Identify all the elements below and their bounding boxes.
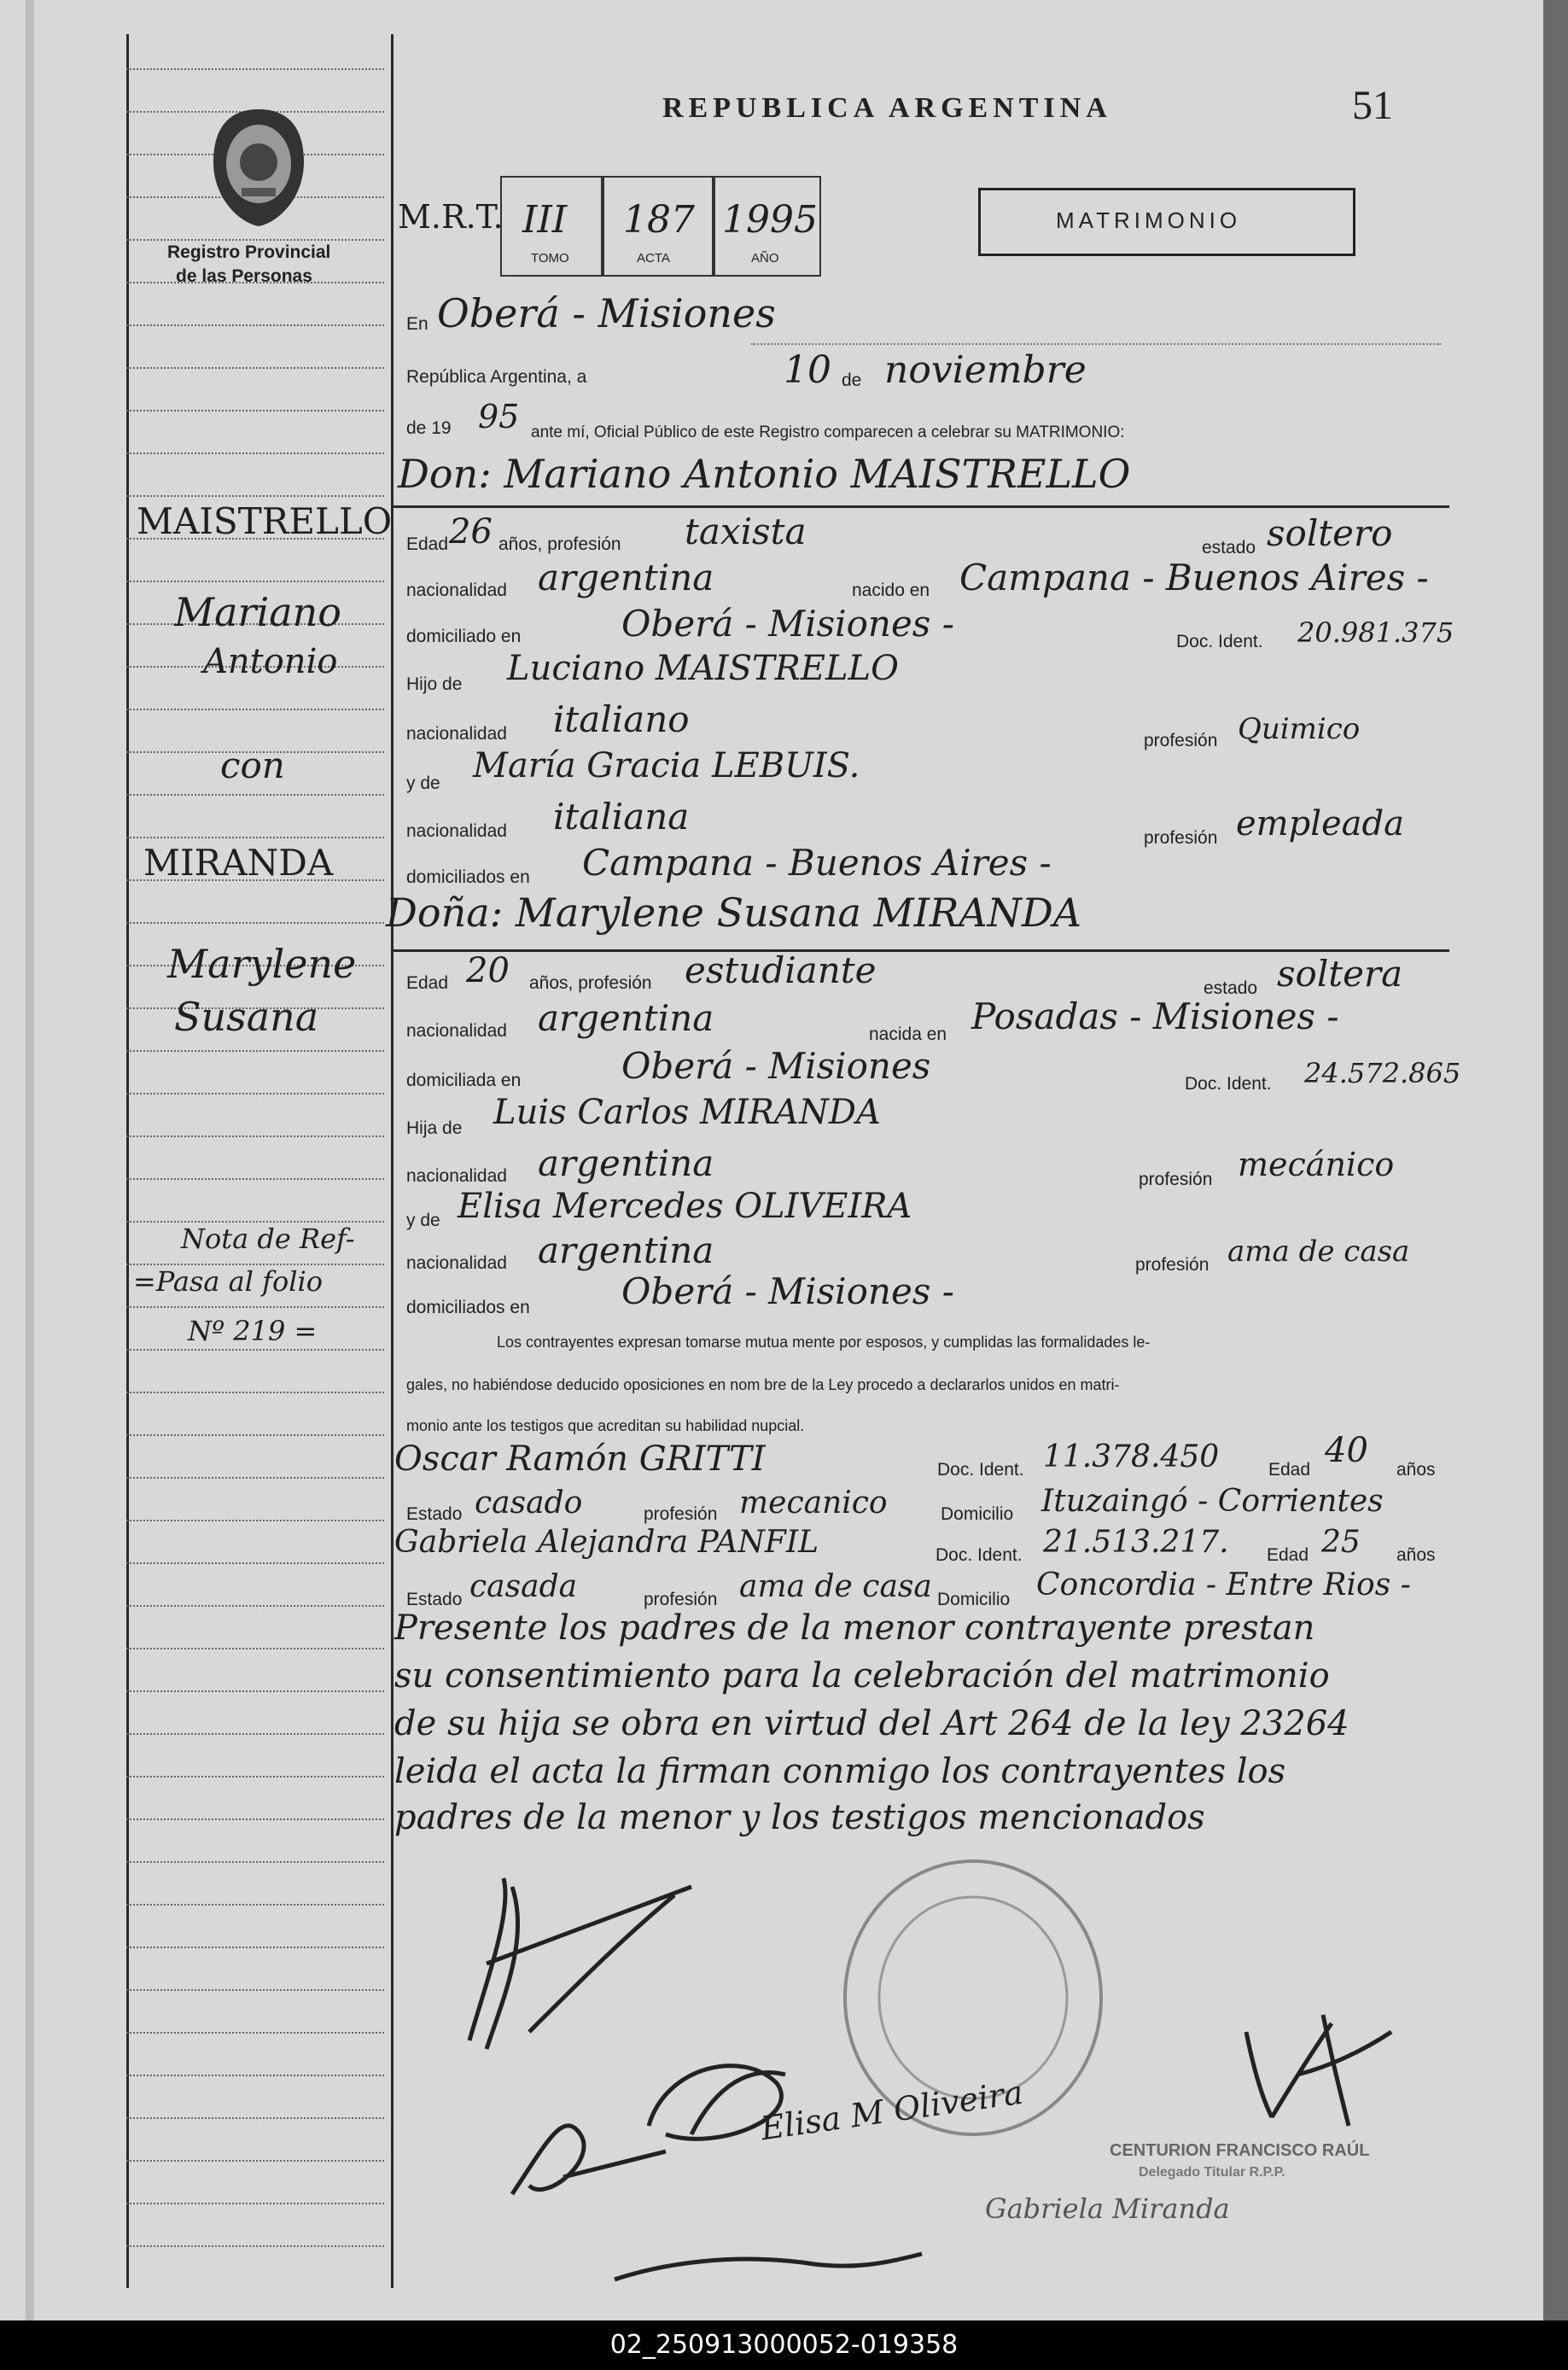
groom-mother: María Gracia LEBUIS. <box>473 746 860 785</box>
ruling-line <box>126 1477 384 1479</box>
margin-groom-name1: Mariano <box>174 589 341 635</box>
groom-yde-label: y de <box>406 773 440 793</box>
ruling-line <box>126 1648 384 1649</box>
closing-line2: gales, no habiéndose deducido oposiciones en nom bre de la Ley procedo a declararlos unidos en matri- <box>406 1376 1120 1393</box>
witness1-age: 40 <box>1325 1431 1368 1470</box>
coat-of-arms-icon <box>203 102 314 231</box>
margin-left-rule <box>126 34 129 2288</box>
bride-domicile: Oberá - Misiones <box>621 1045 931 1087</box>
groom-hijo-label: Hijo de <box>406 674 463 694</box>
witness2-profession: ama de casa <box>739 1569 932 1604</box>
ruling-line <box>126 1135 384 1137</box>
ruling-line <box>126 1904 384 1906</box>
ruling-line <box>126 1520 384 1521</box>
witness1-status: casado <box>475 1486 583 1521</box>
ano-label: AÑO <box>751 251 779 266</box>
witness2-doc: 21.513.217. <box>1043 1525 1229 1560</box>
margin-bride-name1: Marylene <box>167 941 357 987</box>
groom-profession: taxista <box>685 511 807 552</box>
witness2-name: Gabriela Alejandra PANFIL <box>394 1525 819 1560</box>
ruling-line <box>126 1306 384 1308</box>
groom-heading: Don: Mariano Antonio MAISTRELLO <box>398 451 1131 497</box>
bride-divider <box>391 949 1449 952</box>
ruling-line <box>126 2032 384 2034</box>
bride-anos-prof: años, profesión <box>529 973 652 993</box>
bride-doc: 24.572.865 <box>1304 1057 1461 1089</box>
mrt-label: M.R.T. <box>398 198 504 236</box>
closing-line3: monio ante los testigos que acreditan su habilidad nupcial. <box>406 1417 805 1434</box>
groom-status: soltero <box>1267 512 1393 554</box>
ruling-line <box>126 239 384 241</box>
ruling-line <box>126 1861 384 1863</box>
witness1-edad-label: Edad <box>1268 1460 1311 1480</box>
groom-father-prof-label: profesión <box>1144 731 1218 750</box>
ruling-line <box>126 1605 384 1607</box>
bride-birthplace: Posadas - Misiones - <box>971 995 1339 1037</box>
bride-age: 20 <box>466 951 510 990</box>
bride-mother-prof: ama de casa <box>1227 1235 1410 1269</box>
ruling-line <box>126 709 384 710</box>
page-spine <box>26 0 34 2320</box>
bride-estado-label: estado <box>1204 978 1258 998</box>
bride-nac-label: nacionalidad <box>406 1021 507 1041</box>
groom-doc: 20.981.375 <box>1297 616 1454 649</box>
bride-dom-label: domiciliada en <box>406 1071 522 1090</box>
closing-line1: Los contrayentes expresan tomarse mutua mente por esposos, y cumplidas las formalidades le- <box>497 1334 1151 1351</box>
margin-groom-surname: MAISTRELLO <box>137 500 393 542</box>
witness1-name: Oscar Ramón GRITTI <box>394 1439 766 1479</box>
witness1-doc: 11.378.450 <box>1043 1439 1220 1474</box>
ruling-line <box>126 324 384 326</box>
groom-divider <box>391 505 1449 508</box>
matrimonio-box <box>978 188 1355 256</box>
ruling-line <box>126 1392 384 1393</box>
bride-hija-label: Hija de <box>406 1118 463 1138</box>
ruling-line <box>126 68 384 70</box>
ruling-line <box>126 794 384 796</box>
groom-doms-label: domiciliados en <box>406 867 530 887</box>
acta-label: ACTA <box>637 251 670 266</box>
bride-doc-label: Doc. Ident. <box>1185 1074 1272 1094</box>
bride-mother-nat-label: nacionalidad <box>406 1253 507 1273</box>
ruling-line <box>126 1349 384 1351</box>
ruling-line <box>126 581 384 582</box>
ruling-line <box>126 1178 384 1180</box>
ruling-line <box>126 1989 384 1991</box>
witness1-doc-label: Doc. Ident. <box>937 1460 1024 1480</box>
ruling-line <box>126 2117 384 2119</box>
month: noviembre <box>884 348 1087 392</box>
ruling-line <box>126 1733 384 1735</box>
official-stamp-title: Delegado Titular R.P.P. <box>1139 2165 1285 2180</box>
year-prefix: de 19 <box>406 418 452 438</box>
ruling-line <box>126 1050 384 1052</box>
bride-mother-prof-label: profesión <box>1135 1255 1210 1275</box>
groom-nacido-label: nacido en <box>852 581 930 600</box>
extra-signature <box>597 2228 939 2297</box>
bride-heading: Doña: Marylene Susana MIRANDA <box>386 890 1081 936</box>
groom-age: 26 <box>449 512 493 552</box>
bride-edad-label: Edad <box>406 973 449 993</box>
note-line: Presente los padres de la menor contrayente prestan <box>394 1608 1315 1648</box>
margin-bride-surname: MIRANDA <box>143 842 334 884</box>
margin-note3: Nº 219 = <box>188 1315 318 1347</box>
registry-name-line1: Registro Provincial <box>167 242 331 262</box>
de-label: de <box>842 371 862 390</box>
bride-father-signature <box>495 2092 683 2220</box>
bride-parents-dom: Oberá - Misiones - <box>621 1270 954 1312</box>
witness1-dom-label: Domicilio <box>941 1504 1014 1524</box>
bride-yde-label: y de <box>406 1211 440 1230</box>
witness2-dom-label: Domicilio <box>937 1590 1011 1609</box>
groom-mother-prof: empleada <box>1236 804 1404 844</box>
acta-cell <box>601 176 715 277</box>
margin-groom-name2: Antonio <box>203 642 338 681</box>
ruling-line <box>126 2075 384 2076</box>
ruling-line <box>126 2160 384 2162</box>
groom-edad-label: Edad <box>406 534 449 554</box>
witness2-edad-label: Edad <box>1267 1545 1309 1565</box>
tomo-label: TOMO <box>531 251 569 266</box>
groom-mother-nat: italiana <box>553 796 690 838</box>
bride-signature: Gabriela Miranda <box>985 2192 1230 2225</box>
ruling-line <box>126 1093 384 1095</box>
ruling-line <box>126 452 384 454</box>
witness2-prof-label: profesión <box>644 1590 718 1609</box>
ano-cell <box>712 176 821 277</box>
witness1-profession: mecanico <box>739 1486 888 1521</box>
ruling-line <box>126 367 384 369</box>
margin-bride-name2: Susana <box>174 994 319 1040</box>
rule <box>751 343 1441 345</box>
bride-status: soltera <box>1277 953 1403 995</box>
groom-nationality: argentina <box>538 557 714 598</box>
ruling-line <box>126 410 384 412</box>
groom-mother-prof-label: profesión <box>1144 828 1218 848</box>
ruling-line <box>126 1434 384 1436</box>
bride-father: Luis Carlos MIRANDA <box>493 1093 881 1132</box>
margin-note2: =Pasa al folio <box>133 1265 323 1298</box>
ruling-line <box>126 837 384 838</box>
official-signature <box>1229 1998 1400 2134</box>
bride-mother: Elisa Mercedes OLIVEIRA <box>458 1187 912 1226</box>
ruling-line <box>126 495 384 497</box>
note-line: leida el acta la firman conmigo los contrayentes los <box>394 1752 1286 1791</box>
ruling-line <box>126 1818 384 1820</box>
groom-estado-label: estado <box>1202 538 1256 557</box>
mother-signature: Elisa M Oliveira <box>758 2073 1026 2148</box>
note-line: padres de la menor y los testigos mencionados <box>394 1798 1205 1837</box>
bride-doms-label: domiciliados en <box>406 1298 530 1317</box>
groom-domicile: Oberá - Misiones - <box>621 603 954 645</box>
republica-label: República Argentina, a <box>406 367 587 387</box>
page-number: 51 <box>1352 83 1393 128</box>
witness2-doc-label: Doc. Ident. <box>936 1545 1023 1565</box>
groom-birthplace: Campana - Buenos Aires - <box>959 557 1429 598</box>
witness2-estado-label: Estado <box>406 1590 463 1609</box>
witness1-prof-label: profesión <box>644 1504 718 1524</box>
groom-father-nat: italiano <box>553 698 690 740</box>
bride-nacida-label: nacida en <box>869 1024 947 1044</box>
statement: ante mí, Oficial Público de este Registro comparecen a celebrar su MATRIMONIO: <box>531 423 1125 441</box>
groom-father-nat-label: nacionalidad <box>406 724 507 744</box>
groom-anos-prof: años, profesión <box>498 534 621 554</box>
tomo-value: III <box>522 198 568 242</box>
bride-father-prof-label: profesión <box>1139 1170 1213 1189</box>
image-id-footer: 02_250913000052-019358 <box>0 2320 1568 2370</box>
witness2-age: 25 <box>1321 1525 1361 1560</box>
place: Oberá - Misiones <box>437 290 776 336</box>
registry-name-line2: de las Personas <box>176 266 312 286</box>
doc-type: MATRIMONIO <box>1056 207 1242 233</box>
ruling-line <box>126 922 384 924</box>
witness2-anos-label: años <box>1396 1545 1436 1565</box>
ruling-line <box>126 1690 384 1692</box>
bride-father-prof: mecánico <box>1238 1146 1395 1183</box>
bride-father-nat-label: nacionalidad <box>406 1166 507 1186</box>
bride-mother-nat: argentina <box>538 1229 714 1271</box>
margin-con: con <box>220 744 285 786</box>
bride-nationality: argentina <box>538 997 714 1039</box>
groom-dom-label: domiciliado en <box>406 627 522 646</box>
en-label: En <box>406 314 428 334</box>
country-title: REPUBLICA ARGENTINA <box>662 92 1112 124</box>
bride-profession: estudiante <box>685 949 877 991</box>
witness2-domicile: Concordia - Entre Rios - <box>1036 1567 1411 1602</box>
witness2-status: casada <box>469 1569 578 1604</box>
note-line: su consentimiento para la celebración del matrimonio <box>394 1656 1330 1696</box>
bride-father-nat: argentina <box>538 1142 714 1184</box>
tomo-cell <box>500 176 604 277</box>
groom-parents-dom: Campana - Buenos Aires - <box>582 842 1052 884</box>
ruling-line <box>126 1947 384 1948</box>
acta-value: 187 <box>623 198 695 242</box>
note-line: de su hija se obra en virtud del Art 264 de la ley 23264 <box>394 1704 1349 1743</box>
ano-value: 1995 <box>722 198 818 242</box>
groom-father-prof: Quimico <box>1238 712 1361 746</box>
margin-note1: Nota de Ref- <box>181 1223 355 1255</box>
day: 10 <box>784 348 831 392</box>
groom-father: Luciano MAISTRELLO <box>507 649 899 688</box>
groom-doc-label: Doc. Ident. <box>1176 632 1263 651</box>
official-stamp-name: CENTURION FRANCISCO RAÚL <box>1110 2141 1370 2160</box>
witness1-anos-label: años <box>1396 1460 1436 1480</box>
witness1-estado-label: Estado <box>406 1504 463 1524</box>
groom-nac-label: nacionalidad <box>406 581 507 600</box>
ruling-line <box>126 2203 384 2204</box>
ruling-line <box>126 1776 384 1778</box>
groom-mother-nat-label: nacionalidad <box>406 821 507 841</box>
ruling-line <box>126 1562 384 1564</box>
ruling-line <box>126 2245 384 2247</box>
margin-right-rule <box>391 34 393 2288</box>
year-suffix: 95 <box>478 398 520 435</box>
witness1-domicile: Ituzaingó - Corrientes <box>1041 1484 1384 1519</box>
